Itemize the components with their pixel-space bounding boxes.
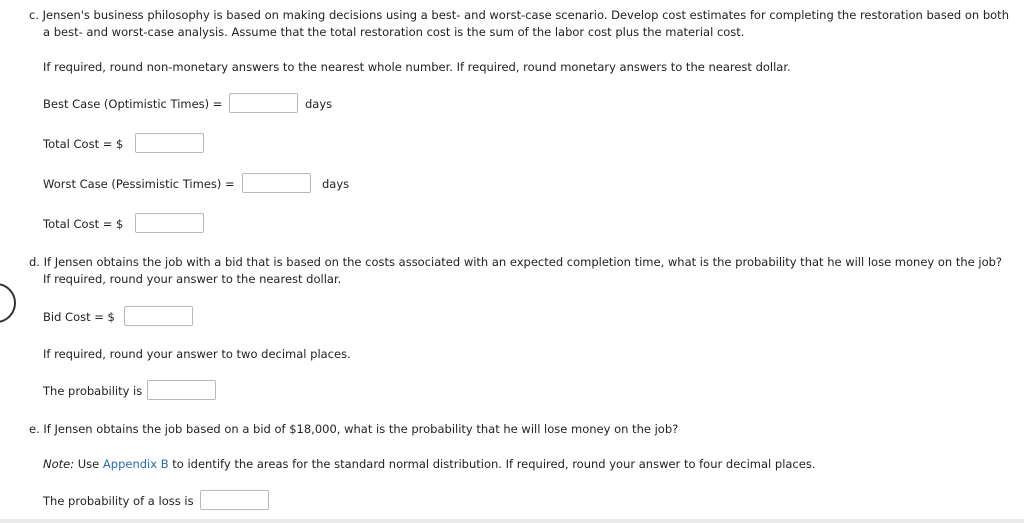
best-case-days-input[interactable]: [229, 93, 298, 113]
part-e-question: e. If Jensen obtains the job based on a bid of $18,000, what is the probability that he will lose money on the job?: [29, 422, 679, 436]
worst-case-days-input[interactable]: [242, 173, 311, 193]
best-case-label: Best Case (Optimistic Times) =: [43, 97, 223, 111]
worst-case-unit: days: [322, 177, 350, 191]
best-total-cost-input[interactable]: [135, 133, 204, 153]
part-e-note: [43, 457, 815, 471]
part-c-rounding-note: If required, round non-monetary answers to the nearest whole number. If required, round monetary answers to the nearest dollar.: [43, 60, 791, 74]
part-d-rounding-note: If required, round your answer to two decimal places.: [43, 347, 351, 361]
worst-total-cost-input[interactable]: [135, 213, 204, 233]
appendix-b-link[interactable]: Appendix B: [102, 457, 169, 471]
note-rest-text: to identify the areas for the standard normal distribution. If required, round your answer to four decimal places.: [172, 457, 816, 471]
part-d-question-line-2: If required, round your answer to the nearest dollar.: [43, 272, 342, 286]
part-c-question-line-1: c. Jensen's business philosophy is based on making decisions using a best- and worst-case scenario. Develop cost estimates for completing the restoration based on both: [29, 8, 1009, 22]
worst-case-label: Worst Case (Pessimistic Times) =: [43, 177, 235, 191]
part-c-question-line-2: a best- and worst-case analysis. Assume that the total restoration cost is the sum of the labor cost plus the material cost.: [43, 25, 745, 39]
bid-cost-label: Bid Cost = $: [43, 310, 115, 324]
probability-label: The probability is: [43, 384, 143, 398]
bid-cost-input[interactable]: [124, 306, 193, 326]
annotation-circle: [0, 283, 16, 323]
note-use-text: Use: [77, 457, 100, 471]
best-total-cost-label: Total Cost = $: [43, 137, 124, 151]
bottom-divider: [0, 519, 1024, 523]
probability-input[interactable]: [147, 380, 216, 400]
part-d-question-line-1: d. If Jensen obtains the job with a bid that is based on the costs associated with an expected completion time, what is the probability that he will lose money on the job?: [29, 255, 1003, 269]
worst-total-cost-label: Total Cost = $: [43, 217, 124, 231]
probability-loss-label: The probability of a loss is: [43, 494, 194, 508]
note-label: Note:: [43, 457, 75, 471]
probability-loss-input[interactable]: [200, 490, 269, 510]
best-case-unit: days: [305, 97, 333, 111]
